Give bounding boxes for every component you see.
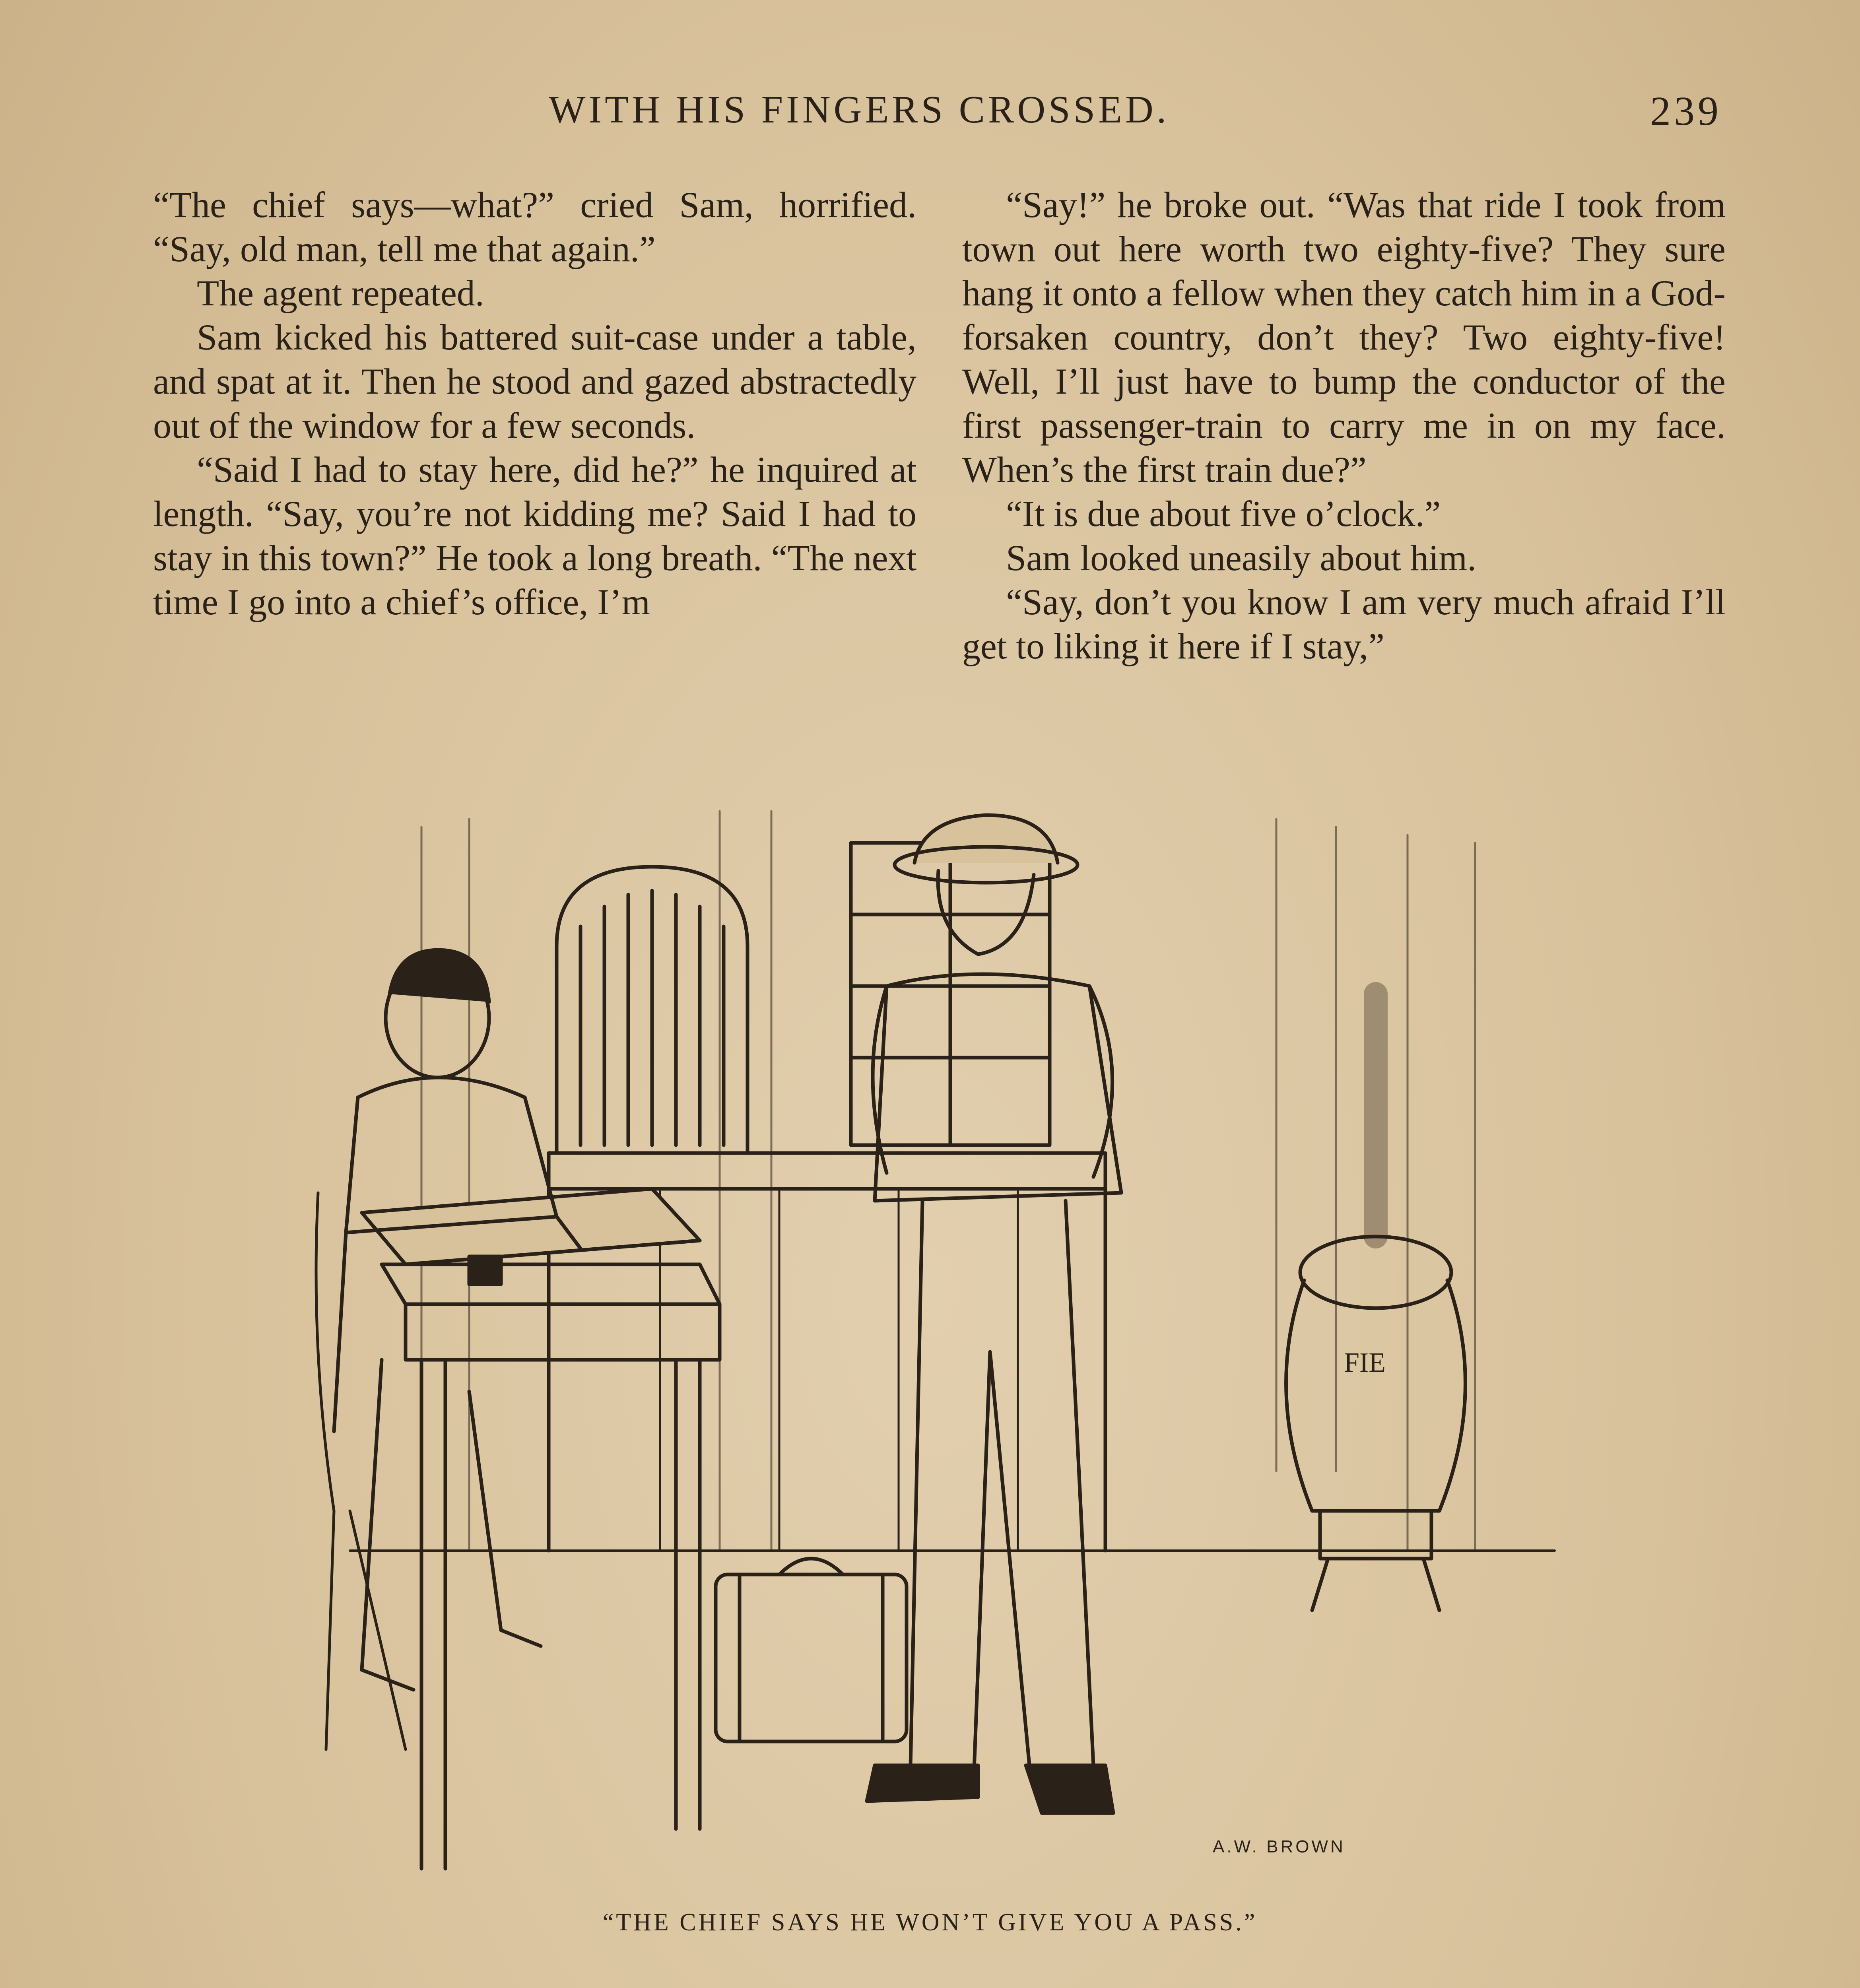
column-top-left [153,183,916,763]
paragraph: “Said I had to stay here, did he?” he inquired at length. “Say, you’re not kidding me? Said I had to stay in this town?” He took a long breath. “The next time I go into a chief’s office, I’m [153,449,916,622]
desk [382,1264,720,1869]
inkwell [469,1256,501,1284]
paragraph: “Say!” he broke out. “Was that ride I took from town out here worth two eighty-five? They sure hang it onto a fellow when they catch him in a God-forsaken country, don’t they? Two eighty-five! Well, I’ll just have to bump the conductor of the first passenger-train to carry me in on my face. When’s the first train due?” [962,184,1726,490]
artist-signature: A.W. BROWN [1213,1837,1345,1856]
pot-belly-stove [1286,994,1466,1610]
running-header [0,87,1860,143]
illustration [302,795,1598,1901]
illustration-caption: “THE CHIEF SAYS HE WON’T GIVE YOU A PASS.” [602,1909,1258,1936]
stove-label: FIE [1344,1347,1386,1378]
suitcase [716,1559,907,1741]
seated-agent [334,950,581,1690]
paragraph: “It is due about five o’clock.” [1006,493,1441,534]
paragraph: The agent repeated. [197,273,484,313]
paragraph: Sam looked uneasily about him. [1006,538,1477,578]
column-top-right [962,183,1726,763]
paragraph: “The chief says—what?” cried Sam, horrified. “Say, old man, tell me that again.” [153,184,916,269]
chapter-title: WITH HIS FINGERS CROSSED. [549,88,1170,131]
paragraph: Sam kicked his battered suit-case under a table, and spat at it. Then he stood and gazed abstractedly out of the window for a few seconds. [153,317,916,446]
paragraph: “Say, don’t you know I am very much afraid I’ll get to liking it here if I stay,” [962,582,1726,666]
page-number: 239 [1650,88,1722,134]
